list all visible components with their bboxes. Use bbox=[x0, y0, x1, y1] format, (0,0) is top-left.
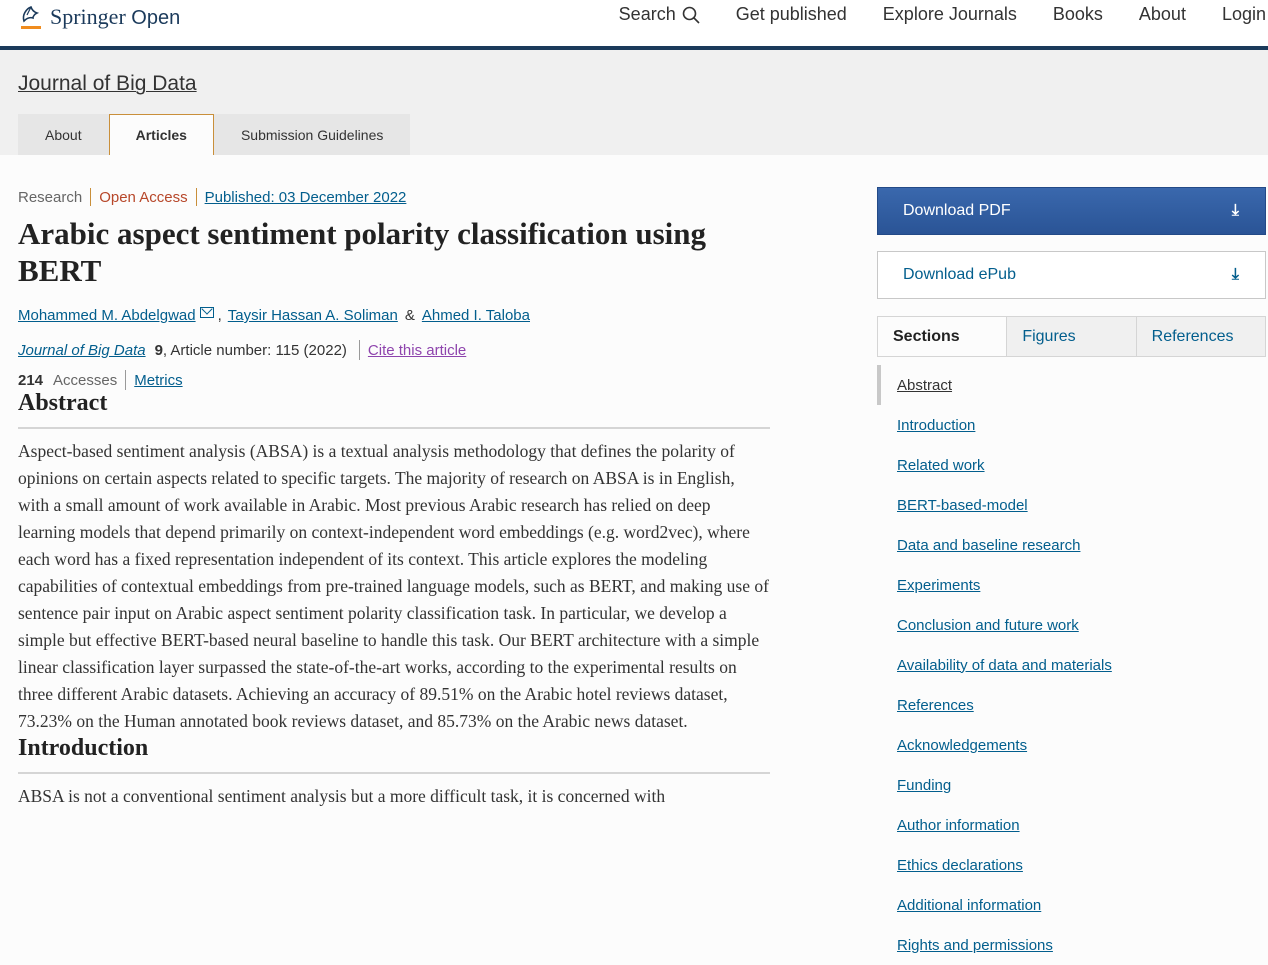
download-icon: ⤓ bbox=[1231, 202, 1239, 219]
citation-divider bbox=[359, 340, 360, 360]
top-navigation bbox=[619, 4, 1266, 25]
article-meta bbox=[18, 185, 770, 209]
author-separator: , bbox=[217, 307, 222, 324]
download-epub-button[interactable] bbox=[877, 251, 1266, 299]
author-separator: & bbox=[404, 307, 415, 324]
author-link[interactable]: Mohammed M. Abdelgwad bbox=[18, 307, 196, 324]
introduction-text: ABSA is not a conventional sentiment analysis but a more difficult task, it is concerned with bbox=[18, 786, 666, 806]
section-link-ethics[interactable]: Ethics declarations bbox=[897, 856, 1023, 874]
journal-header bbox=[0, 50, 1268, 155]
section-link-references[interactable]: References bbox=[897, 696, 974, 714]
open-access-badge: Open Access bbox=[99, 188, 188, 206]
abstract-text: Aspect-based sentiment analysis (ABSA) is a textual analysis methodology that defines the polarity of opinions on certain aspects related to specific targets. The majority of research on ABSA is in English, with a small amount of work available in Arabic. Most previous Arabic research has relied on deep learning models that depend primarily on context-independent word embeddings (e.g. word2vec), where each word has a fixed representation independent of its context. This article explores the modeling capabilities of contextual embeddings from pre-trained language models, such as BERT, and making use of sentence pair input on Arabic aspect sentiment polarity classification task. In particular, we develop a simple but effective BERT-based neural baseline to handle this task. Our BERT architecture with a simple linear classification layer surpassed the state-of-the-art works, according to the experimental results on three different Arabic datasets. Achieving an accuracy of 89.51% on the Arabic hotel reviews dataset, 73.23% on the Human annotated book reviews dataset, and 85.73% on the Arabic news dataset. bbox=[18, 441, 769, 731]
accesses-count: 214 bbox=[18, 371, 44, 389]
journal-name-link[interactable]: Journal of Big Data bbox=[18, 341, 146, 359]
section-link-introduction[interactable]: Introduction bbox=[897, 416, 976, 434]
article-sidebar bbox=[877, 187, 1266, 965]
springer-logo-icon bbox=[18, 3, 44, 31]
accesses-label: Accesses bbox=[53, 371, 118, 389]
springer-open-logo[interactable] bbox=[18, 2, 180, 32]
section-link-conclusion[interactable]: Conclusion and future work bbox=[897, 616, 1079, 634]
search-icon bbox=[682, 6, 700, 24]
cite-this-article-link[interactable]: Cite this article bbox=[367, 341, 467, 359]
section-link-data-and-baseline[interactable]: Data and baseline research bbox=[897, 536, 1081, 554]
journal-tabs bbox=[18, 114, 410, 155]
nav-about[interactable]: About bbox=[1138, 4, 1186, 24]
nav-search[interactable] bbox=[619, 4, 700, 25]
article-main bbox=[18, 185, 770, 810]
tab-figures[interactable]: Figures bbox=[1006, 317, 1135, 356]
site-header bbox=[0, 0, 1268, 50]
published-date-link[interactable]: Published: 03 December 2022 bbox=[204, 188, 407, 206]
meta-divider bbox=[90, 188, 91, 206]
access-metrics bbox=[18, 370, 770, 390]
nav-explore-journals[interactable]: Explore Journals bbox=[882, 4, 1017, 24]
brand-name: Springer Open bbox=[50, 4, 181, 29]
section-link-bert-based-model[interactable]: BERT-based-model bbox=[897, 496, 1028, 514]
section-link-related-work[interactable]: Related work bbox=[897, 456, 985, 474]
section-list bbox=[877, 365, 1266, 965]
section-link-funding[interactable]: Funding bbox=[897, 776, 952, 794]
tab-sections[interactable]: Sections bbox=[878, 317, 1006, 356]
tab-about[interactable]: About bbox=[18, 114, 109, 155]
section-link-additional-info[interactable]: Additional information bbox=[897, 896, 1042, 914]
download-epub-label: Download ePub bbox=[903, 266, 1016, 283]
section-link-acknowledgements[interactable]: Acknowledgements bbox=[897, 736, 1028, 754]
tab-articles[interactable]: Articles bbox=[109, 114, 214, 155]
download-icon: ⤓ bbox=[1231, 266, 1239, 283]
nav-search-label: Search bbox=[618, 4, 676, 24]
author-list bbox=[18, 307, 770, 324]
journal-title-link[interactable]: Journal of Big Data bbox=[18, 72, 197, 95]
section-link-author-information[interactable]: Author information bbox=[897, 816, 1020, 834]
metrics-link[interactable]: Metrics bbox=[134, 371, 183, 389]
section-link-experiments[interactable]: Experiments bbox=[897, 576, 981, 594]
nav-books[interactable]: Books bbox=[1052, 4, 1103, 24]
sidebar-tabs bbox=[877, 316, 1266, 357]
download-pdf-button[interactable] bbox=[877, 187, 1266, 235]
mail-icon[interactable] bbox=[200, 307, 214, 318]
nav-login[interactable]: Login bbox=[1221, 4, 1266, 24]
section-link-abstract[interactable]: Abstract bbox=[877, 365, 1266, 405]
metrics-divider bbox=[125, 370, 126, 390]
section-link-rights[interactable]: Rights and permissions bbox=[897, 936, 1053, 954]
citation-line bbox=[18, 340, 770, 360]
article-type: Research bbox=[18, 188, 83, 206]
tab-references[interactable]: References bbox=[1136, 317, 1265, 356]
article-number: , Article number: 115 (2022) bbox=[162, 341, 347, 359]
meta-divider bbox=[196, 188, 197, 206]
nav-get-published[interactable]: Get published bbox=[735, 4, 847, 24]
download-pdf-label: Download PDF bbox=[903, 202, 1011, 219]
abstract-heading: Abstract bbox=[18, 390, 770, 429]
tab-submission-guidelines[interactable]: Submission Guidelines bbox=[214, 114, 410, 155]
introduction-heading: Introduction bbox=[18, 735, 770, 774]
author-link[interactable]: Taysir Hassan A. Soliman bbox=[227, 307, 398, 324]
section-link-availability[interactable]: Availability of data and materials bbox=[897, 656, 1112, 674]
article-title: Arabic aspect sentiment polarity classification using BERT bbox=[18, 216, 706, 288]
author-link[interactable]: Ahmed I. Taloba bbox=[421, 307, 530, 324]
volume-number: 9 bbox=[154, 341, 163, 359]
